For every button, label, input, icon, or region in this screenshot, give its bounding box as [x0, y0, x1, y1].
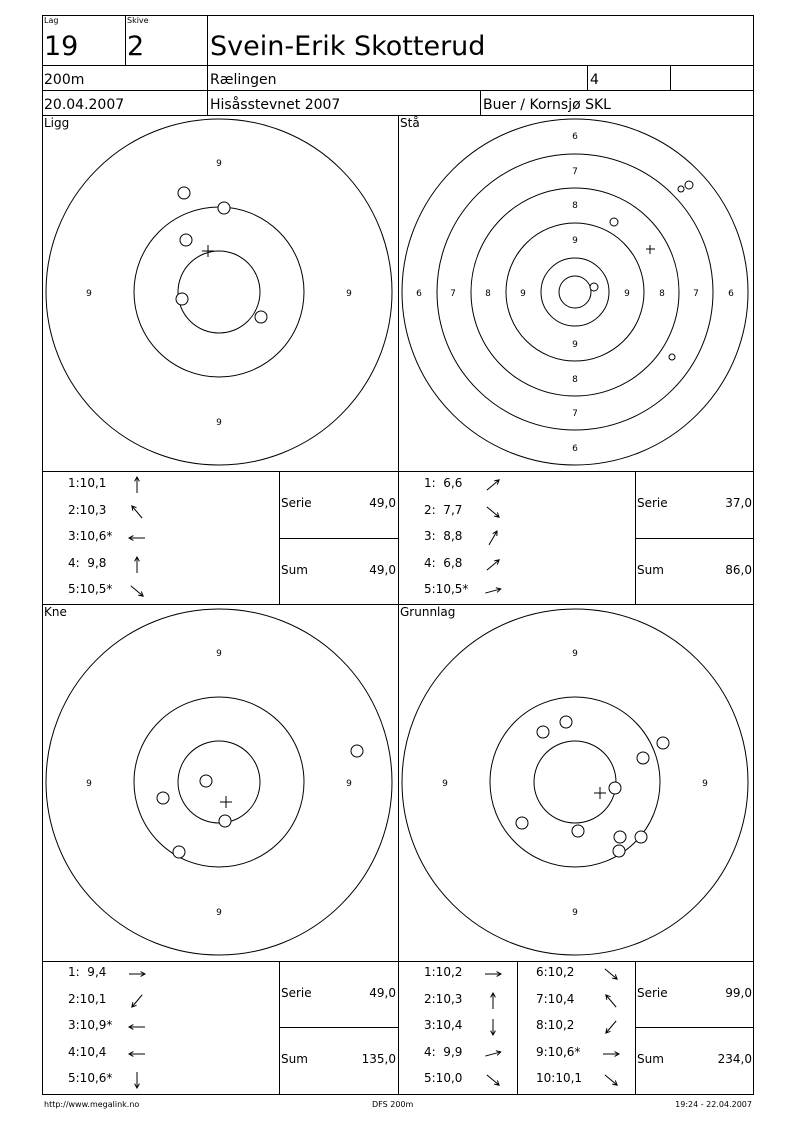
- shot-row: [68, 582, 168, 598]
- direction-arrow-icon: [126, 1018, 148, 1036]
- svg-text:7: 7: [450, 289, 456, 299]
- direction-arrow-icon: [126, 1071, 148, 1089]
- svg-text:9: 9: [572, 340, 578, 350]
- shot-value: 3:10,4: [424, 1018, 463, 1032]
- shot-value: 4:10,4: [68, 1044, 107, 1059]
- svg-text:9: 9: [572, 236, 578, 246]
- serie-label-grunnlag: Serie: [637, 986, 668, 1000]
- target-grunnlag: [402, 609, 748, 955]
- shot-value: 5:10,5*: [424, 582, 469, 596]
- section-title-kne: Kne: [44, 605, 67, 619]
- shot-row: [536, 965, 636, 981]
- shot-hole: [255, 311, 267, 323]
- sum-value-kne: 135,0: [361, 1052, 396, 1066]
- shot-hole: [218, 202, 230, 214]
- club: Rælingen: [210, 72, 277, 88]
- svg-text:9: 9: [520, 289, 526, 299]
- center-mark: [646, 245, 655, 254]
- shot-hole: [685, 181, 693, 189]
- shot-value: 2:10,1: [68, 991, 107, 1006]
- shot-value: 2: 7,7: [424, 502, 463, 517]
- ring-label: 9: [216, 418, 222, 428]
- direction-arrow-icon: [482, 529, 504, 547]
- shot-hole: [219, 815, 231, 827]
- svg-text:8: 8: [572, 201, 578, 211]
- svg-text:8: 8: [659, 289, 665, 299]
- shot-value: 4: 6,8: [424, 555, 463, 570]
- shot-row: [424, 503, 524, 519]
- shot-hole: [157, 792, 169, 804]
- ring-label: 9: [346, 779, 352, 789]
- shot-hole: [516, 817, 528, 829]
- shot-hole: [200, 775, 212, 787]
- shot-hole: [610, 218, 618, 226]
- shot-hole: [637, 752, 649, 764]
- direction-arrow-icon: [482, 1045, 504, 1063]
- shot-value: 7:10,4: [536, 991, 575, 1006]
- center-mark: [220, 796, 232, 808]
- direction-arrow-icon: [482, 582, 504, 600]
- distance: 200m: [44, 72, 85, 88]
- shot-value: 5:10,5*: [68, 582, 113, 596]
- shot-hole: [590, 283, 598, 291]
- center-mark: [202, 245, 214, 257]
- shot-row: [536, 992, 636, 1008]
- svg-text:6: 6: [728, 289, 734, 299]
- direction-arrow-icon: [126, 992, 148, 1010]
- shot-hole: [537, 726, 549, 738]
- shot-row: [424, 582, 524, 598]
- sum-label-kne: Sum: [281, 1052, 308, 1066]
- shot-value: 1: 6,6: [424, 476, 463, 490]
- shot-holes-kne: [157, 745, 363, 858]
- event-name: Hisåsstevnet 2007: [210, 97, 341, 113]
- sum-value-ligg: 49,0: [369, 563, 396, 577]
- shot-row: [68, 1018, 168, 1034]
- shot-row: [68, 965, 168, 981]
- ring-label: 9: [216, 649, 222, 659]
- direction-arrow-icon: [126, 582, 148, 600]
- skive-label: Skive: [127, 16, 149, 25]
- shot-value: 4: 9,9: [424, 1044, 463, 1059]
- serie-label-kne: Serie: [281, 986, 312, 1000]
- direction-arrow-icon: [600, 1045, 622, 1063]
- shot-value: 1:10,2: [424, 965, 463, 979]
- shot-hole: [635, 831, 647, 843]
- svg-text:8: 8: [485, 289, 491, 299]
- direction-arrow-icon: [600, 992, 622, 1010]
- shot-holes-grunnlag: [516, 716, 669, 857]
- shot-value: 5:10,6*: [68, 1071, 113, 1085]
- svg-text:7: 7: [572, 409, 578, 419]
- shot-holes-sta: [590, 181, 693, 360]
- svg-text:7: 7: [693, 289, 699, 299]
- shot-value: 4: 9,8: [68, 555, 107, 570]
- serie-value-ligg: 49,0: [369, 496, 396, 510]
- shot-row: [68, 1045, 168, 1061]
- shot-row: [68, 1071, 168, 1087]
- ring-label: 9: [216, 908, 222, 918]
- direction-arrow-icon: [126, 965, 148, 983]
- lag-value: 19: [44, 31, 79, 62]
- shot-row: [68, 503, 168, 519]
- serie-label-ligg: Serie: [281, 496, 312, 510]
- ring-label: 9: [346, 289, 352, 299]
- ring-label: 9: [702, 779, 708, 789]
- shot-row: [424, 1045, 524, 1061]
- target-ligg: [44, 116, 392, 465]
- footer-timestamp: 19:24 - 22.04.2007: [675, 1100, 752, 1109]
- direction-arrow-icon: [482, 556, 504, 574]
- shot-row: [424, 556, 524, 572]
- shot-row: [536, 1018, 636, 1034]
- shot-hole: [351, 745, 363, 757]
- skive-value: 2: [127, 31, 145, 62]
- shot-hole: [609, 782, 621, 794]
- shot-hole: [178, 187, 190, 199]
- serie-value-grunnlag: 99,0: [725, 986, 752, 1000]
- sum-value-sta: 86,0: [725, 563, 752, 577]
- shot-value: 1:10,1: [68, 476, 107, 490]
- shot-hole: [560, 716, 572, 728]
- svg-text:6: 6: [416, 289, 422, 299]
- shot-hole: [614, 831, 626, 843]
- direction-arrow-icon: [482, 1018, 504, 1036]
- shot-hole: [678, 186, 684, 192]
- shot-value: 3:10,9*: [68, 1018, 113, 1032]
- shot-value: 5:10,0: [424, 1071, 463, 1085]
- direction-arrow-icon: [482, 965, 504, 983]
- shot-hole: [180, 234, 192, 246]
- shot-row: [68, 556, 168, 572]
- svg-text:8: 8: [572, 375, 578, 385]
- sum-value-grunnlag: 234,0: [717, 1052, 752, 1066]
- direction-arrow-icon: [482, 503, 504, 521]
- shot-hole: [669, 354, 675, 360]
- direction-arrow-icon: [126, 556, 148, 574]
- shot-row: [68, 529, 168, 545]
- shot-hole: [572, 825, 584, 837]
- ring-label: 9: [572, 908, 578, 918]
- footer-url[interactable]: http://www.megalink.no: [44, 1100, 140, 1109]
- direction-arrow-icon: [126, 1045, 148, 1063]
- sum-label-grunnlag: Sum: [637, 1052, 664, 1066]
- direction-arrow-icon: [600, 965, 622, 983]
- shooter-name: Svein-Erik Skotterud: [210, 31, 486, 62]
- sum-label-ligg: Sum: [281, 563, 308, 577]
- shot-hole: [173, 846, 185, 858]
- ring-label: 9: [442, 779, 448, 789]
- direction-arrow-icon: [482, 992, 504, 1010]
- shot-hole: [613, 845, 625, 857]
- shot-value: 10:10,1: [536, 1071, 583, 1085]
- shot-value: 9:10,6*: [536, 1044, 581, 1059]
- shot-value: 1: 9,4: [68, 965, 107, 979]
- ring-label: 9: [86, 289, 92, 299]
- ring-label: 9: [572, 649, 578, 659]
- ring-label: 9: [86, 779, 92, 789]
- shot-value: 2:10,3: [68, 502, 107, 517]
- shot-row: [68, 476, 168, 492]
- location: Buer / Kornsjø SKL: [483, 97, 611, 113]
- direction-arrow-icon: [600, 1071, 622, 1089]
- footer-system: DFS 200m: [372, 1100, 414, 1109]
- shot-row: [424, 529, 524, 545]
- shot-value: 2:10,3: [424, 991, 463, 1006]
- shot-value: 3:10,6*: [68, 529, 113, 543]
- shot-row: [424, 476, 524, 492]
- serie-value-kne: 49,0: [369, 986, 396, 1000]
- direction-arrow-icon: [482, 476, 504, 494]
- direction-arrow-icon: [126, 529, 148, 547]
- shot-hole: [176, 293, 188, 305]
- shot-row: [424, 1018, 524, 1034]
- lag-label: Lag: [44, 16, 59, 25]
- direction-arrow-icon: [482, 1071, 504, 1089]
- svg-text:7: 7: [572, 167, 578, 177]
- shot-hole: [657, 737, 669, 749]
- shot-row: [424, 965, 524, 981]
- section-title-sta: Stå: [400, 116, 420, 130]
- shot-holes-ligg: [176, 187, 267, 323]
- target-kne: [46, 609, 392, 955]
- serie-value-sta: 37,0: [725, 496, 752, 510]
- section-title-ligg: Ligg: [44, 116, 70, 130]
- sta-ring-labels: [416, 132, 734, 454]
- section-title-grunnlag: Grunnlag: [400, 605, 456, 619]
- shot-row: [536, 1071, 636, 1087]
- shot-value: 6:10,2: [536, 965, 575, 979]
- direction-arrow-icon: [126, 476, 148, 494]
- sum-label-sta: Sum: [637, 563, 664, 577]
- ring-label: 9: [216, 159, 222, 169]
- class: 4: [590, 72, 599, 88]
- direction-arrow-icon: [600, 1018, 622, 1036]
- center-mark: [594, 787, 606, 799]
- svg-text:9: 9: [624, 289, 630, 299]
- shot-row: [424, 1071, 524, 1087]
- shot-row: [68, 992, 168, 1008]
- shot-value: 8:10,2: [536, 1018, 575, 1032]
- shot-row: [424, 992, 524, 1008]
- svg-text:6: 6: [572, 444, 578, 454]
- direction-arrow-icon: [126, 503, 148, 521]
- shot-row: [536, 1045, 636, 1061]
- date: 20.04.2007: [44, 97, 125, 113]
- serie-label-sta: Serie: [637, 496, 668, 510]
- shot-value: 3: 8,8: [424, 529, 463, 543]
- svg-text:6: 6: [572, 132, 578, 142]
